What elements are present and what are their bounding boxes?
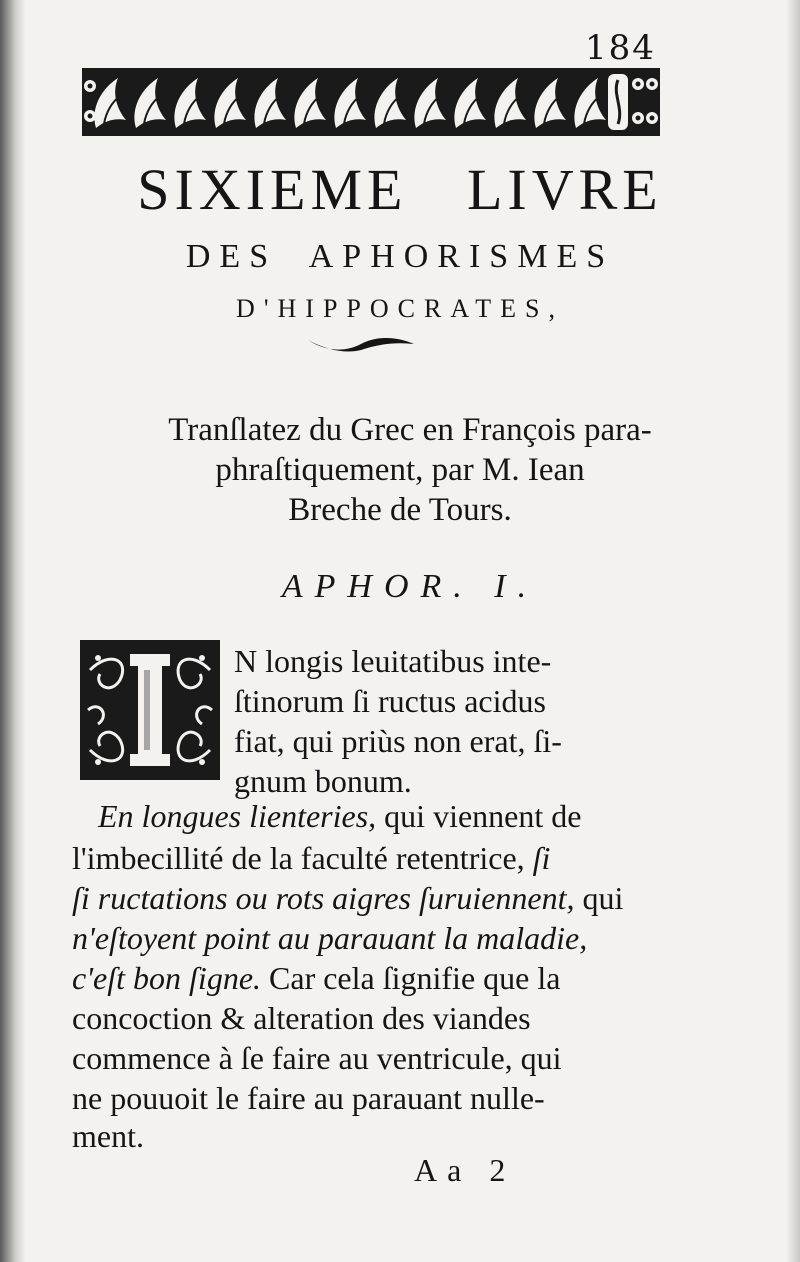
latin-line-1: N longis leuitatibus inte- bbox=[234, 643, 552, 679]
latin-line-4: gnum bonum. bbox=[234, 763, 412, 799]
title-line-2: DES APHORISMES bbox=[185, 238, 615, 275]
french-line-6: concoction & alteration des viandes bbox=[72, 1000, 531, 1036]
flourish-icon bbox=[306, 332, 416, 356]
french-line-2-italic: ſi bbox=[524, 840, 551, 876]
french-line-2-roman: l'imbecillité de la faculté retentrice, bbox=[72, 840, 525, 876]
french-line-2 bbox=[72, 840, 550, 877]
french-line-3-roman: qui bbox=[574, 880, 624, 916]
french-line-3 bbox=[72, 880, 623, 917]
title-line-1: SIXIEME LIVRE bbox=[137, 157, 663, 222]
aphorism-heading: APHOR. I. bbox=[281, 568, 539, 605]
french-line-5 bbox=[72, 960, 560, 997]
french-line-3-italic: ſi ructations ou rots aigres ſuruiennent, bbox=[72, 880, 575, 916]
latin-line-2: ſtinorum ſi ructus acidus bbox=[234, 683, 546, 719]
french-line-5-italic: c'eſt bon ſigne. bbox=[72, 960, 262, 996]
french-line-1-italic: En longues lienteries, bbox=[98, 798, 377, 834]
latin-line-3: fiat, qui priùs non erat, ſi- bbox=[234, 723, 562, 759]
subtitle-line-3: Breche de Tours. bbox=[288, 492, 512, 528]
french-line-4: n'eſtoyent point au parauant la maladie, bbox=[72, 920, 588, 956]
decorated-initial-icon bbox=[80, 640, 220, 780]
title-line-3: D'HIPPOCRATES, bbox=[236, 294, 564, 323]
french-line-8: ne pouuoit le faire au parauant nulle- bbox=[72, 1080, 545, 1116]
french-line-9: ment. bbox=[72, 1118, 144, 1154]
signature-mark: Aa 2 bbox=[414, 1152, 516, 1188]
subtitle-line-2: phraſtiquement, par M. Iean bbox=[215, 452, 585, 488]
french-line-5-roman: Car cela ſignifie que la bbox=[261, 960, 561, 996]
french-line-7: commence à ſe faire au ventricule, qui bbox=[72, 1040, 562, 1076]
subtitle-line-1: Tranſlatez du Grec en François para- bbox=[168, 412, 652, 448]
ornament-band-icon bbox=[82, 68, 660, 136]
french-line-1 bbox=[98, 798, 581, 835]
french-line-1-roman: qui viennent de bbox=[376, 798, 582, 834]
page-number: 184 bbox=[585, 28, 656, 68]
